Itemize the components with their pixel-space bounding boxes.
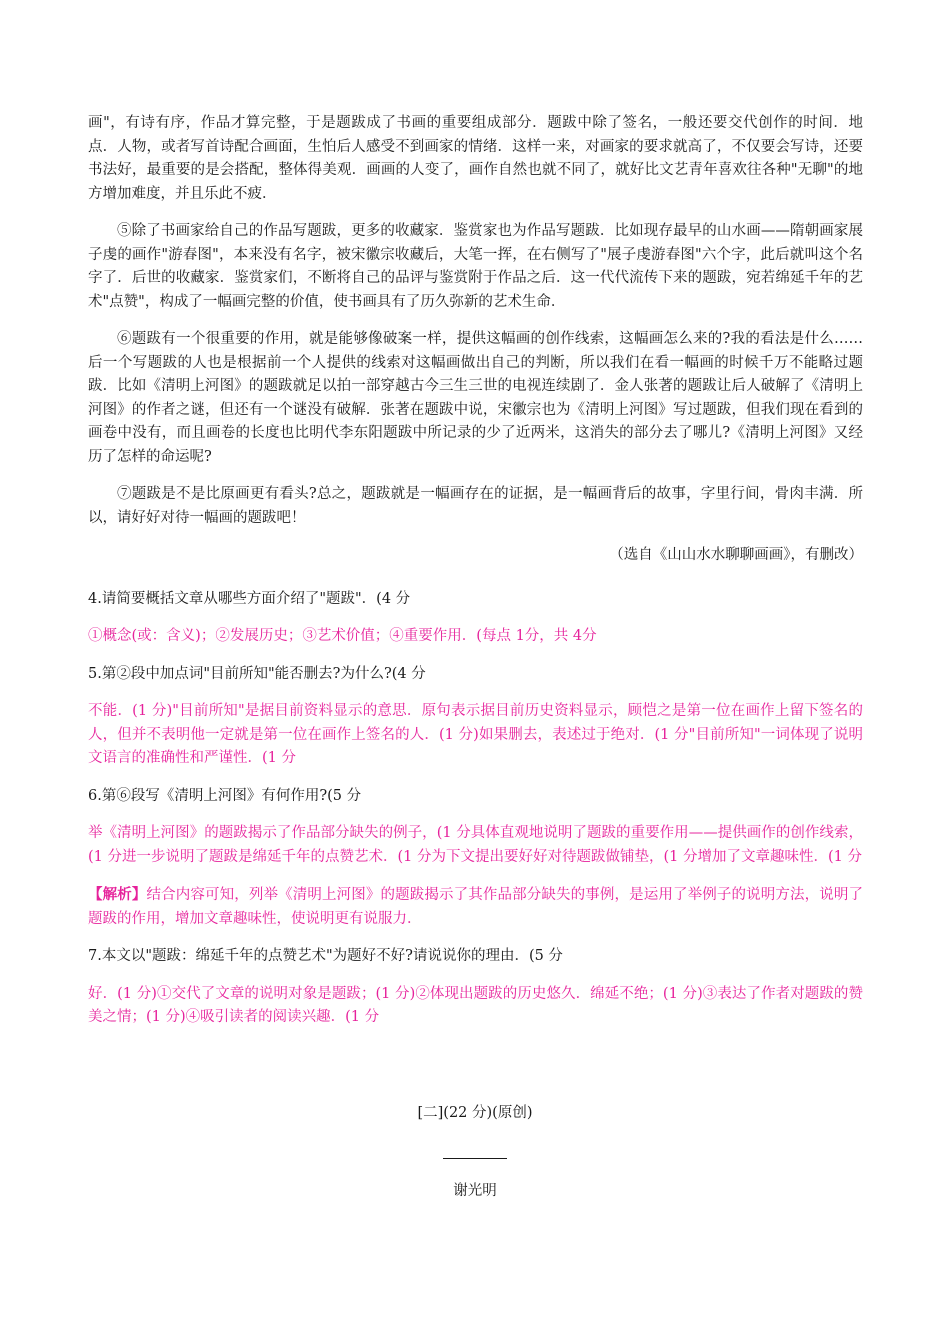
question-6: 6.第⑥段写《清明上河图》有何作用?(5 分: [88, 787, 362, 804]
analysis-tag: 【解析】: [88, 886, 147, 903]
article-paragraph-6: ⑥题跋有一个很重要的作用，就是能够像破案一样，提供这幅画的创作线索，这幅画怎么来的?我的看法是什么……后一个写题跋的人也是根据前一个人提供的线索对这幅画做出自己的判断，所以我们在看一幅画的时候千万不能略过题跋．比如《清明上河图》的题跋就足以拍一部穿越古今三生三世的电视连续剧了．金人张著的题跋让后人破解了《清明上河图》的作者之谜，但还有一个谜没有破解．张著在题跋中说，宋徽宗也为《清明上河图》写过题跋，但我们现在看到的画卷中没有，而且画卷的长度也比明代李东阳题跋中所记录的少了近两米，这消失的部分去了哪儿?《清明上河图》又经历了怎样的命运呢?: [88, 331, 863, 465]
question-7: 7.本文以"题跋：绵延千年的点赞艺术"为题好不好?请说说你的理由．(5 分: [88, 948, 563, 964]
article-paragraph-7: ⑦题跋是不是比原画更有看头?总之，题跋就是一幅画存在的证据，是一幅画背后的故事，字里行间，骨肉丰满．所以，请好好对待一幅画的题跋吧！: [88, 486, 863, 526]
question-5: 5.第②段中加点词"目前所知"能否删去?为什么?(4 分: [88, 665, 426, 682]
section-2-author: 谢光明: [453, 1183, 497, 1199]
article-source: （选自《山山水水聊聊画画》，有删改）: [609, 547, 863, 563]
section-2-title: [二](22 分)(原创): [417, 1105, 533, 1121]
answer-4: ①概念(或：含义)；②发展历史；③艺术价值；④重要作用．(每点 1分，共 4分: [88, 628, 597, 644]
article-paragraph-5: ⑤除了书画家给自己的作品写题跋，更多的收藏家．鉴赏家也为作品写题跋．比如现存最早的山水画——隋朝画家展子虔的画作"游春图"，本来没有名字，被宋徽宗收藏后，大笔一挥，在右侧写了"展子虔游春图"六个字，此后就叫这个名字了．后世的收藏家．鉴赏家们，不断将自己的品评与鉴赏附于作品之后．这一代代流传下来的题跋，宛若绵延千年的艺术"点赞"，构成了一幅画完整的价值，使书画具有了历久弥新的艺术生命．: [88, 223, 863, 310]
question-4: 4.请简要概括文章从哪些方面介绍了"题跋"．(4 分: [88, 590, 411, 607]
analysis-6: [88, 883, 863, 931]
title-blank-line: [443, 1158, 507, 1159]
answer-6: 举《清明上河图》的题跋揭示了作品部分缺失的例子，(1 分具体直观地说明了题跋的重要作用——提供画作的创作线索，(1 分进一步说明了题跋是绵延千年的点赞艺术．(1 分为下文提出要好好对待题跋做铺垫，(1 分增加了文章趣味性．(1 分: [88, 825, 863, 865]
analysis-text: 结合内容可知，列举《清明上河图》的题跋揭示了其作品部分缺失的事例，是运用了举例子的说明方法，说明了题跋的作用，增加文章趣味性，使说明更有说服力．: [88, 887, 863, 927]
answer-7: 好．(1 分)①交代了文章的说明对象是题跋；(1 分)②体现出题跋的历史悠久．绵延不绝；(1 分)③表达了作者对题跋的赞美之情；(1 分)④吸引读者的阅读兴趣．(1 分: [88, 985, 863, 1025]
answer-5: 不能．(1 分)"目前所知"是据目前资料显示的意思．原句表示据目前历史资料显示，顾恺之是第一位在画作上留下签名的人，但并不表明他一定就是第一位在画作上签名的人．(1 分)如果删去，表述过于绝对．(1 分"目前所知"一词体现了说明文语言的准确性和严谨性．(1 分: [88, 703, 863, 766]
article-paragraph-continued: 画"，有诗有序，作品才算完整，于是题跋成了书画的重要组成部分．题跋中除了签名，一般还要交代创作的时间．地点．人物，或者写首诗配合画面，生怕后人感受不到画家的情绪．这样一来，对画家的要求就高了，不仅要会写诗，还要书法好，最重要的是会搭配，整体得美观．画画的人变了，画作自然也就不同了，就好比文艺青年喜欢往各种"无聊"的地方增加难度，并且乐此不疲．: [88, 115, 863, 202]
document-body: [88, 112, 863, 1044]
